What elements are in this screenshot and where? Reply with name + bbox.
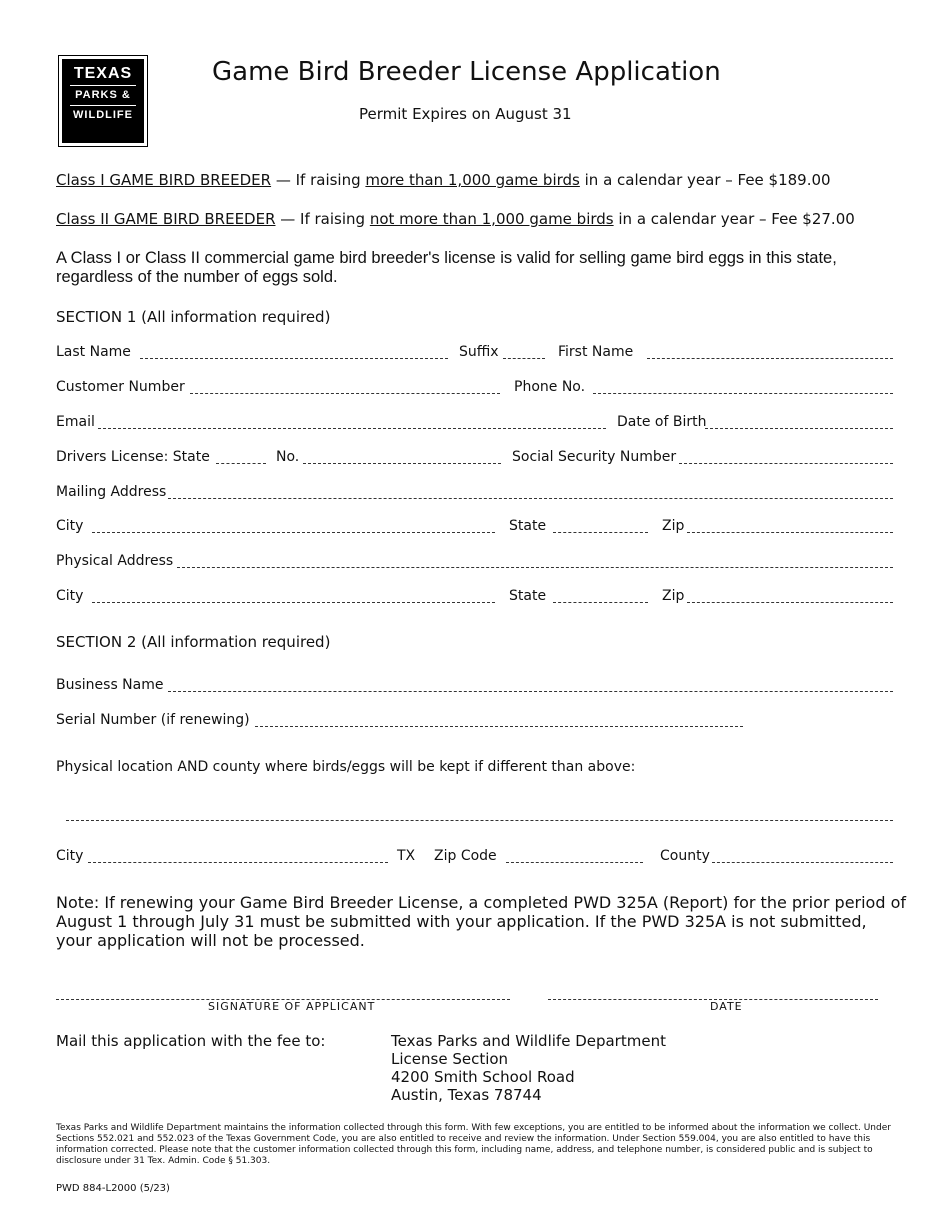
- section-1-heading: SECTION 1 (All information required): [56, 308, 331, 326]
- drivers-license-no-field[interactable]: [303, 451, 501, 464]
- logo-text-texas: TEXAS: [73, 65, 133, 82]
- dob-field[interactable]: [705, 416, 893, 429]
- validity-paragraph: A Class I or Class II commercial game bird breeder's license is valid for selling game bird eggs in this state, regardless of the number of eggs sold.: [56, 249, 837, 286]
- location-zip-field[interactable]: [506, 850, 643, 863]
- logo-text-wildlife: WILDLIFE: [73, 109, 133, 121]
- mail-label: Mail this application with the fee to:: [56, 1032, 326, 1050]
- business-name-field[interactable]: [168, 679, 893, 692]
- serial-number-label: Serial Number (if renewing): [56, 712, 250, 728]
- mailing-address-field[interactable]: [168, 486, 893, 499]
- form-code: PWD 884-L2000 (5/23): [56, 1183, 170, 1194]
- class-1-line: Class I GAME BIRD BREEDER — If raising more than 1,000 game birds in a calendar year – Fee $189.00: [56, 171, 831, 189]
- email-label: Email: [56, 414, 95, 430]
- location-county-field[interactable]: [712, 850, 893, 863]
- physical-city-label: City: [56, 588, 84, 604]
- mailing-zip-label: Zip: [662, 518, 685, 534]
- physical-location-field[interactable]: [66, 808, 893, 821]
- physical-zip-label: Zip: [662, 588, 685, 604]
- suffix-field[interactable]: [503, 346, 545, 359]
- drivers-license-state-label: Drivers License: State: [56, 449, 210, 465]
- customer-number-field[interactable]: [190, 381, 500, 394]
- drivers-license-no-label: No.: [276, 449, 300, 465]
- business-name-label: Business Name: [56, 677, 164, 693]
- address-line: 4200 Smith School Road: [391, 1068, 575, 1086]
- location-tx-label: TX: [397, 848, 416, 864]
- location-county-label: County: [660, 848, 710, 864]
- last-name-label: Last Name: [56, 344, 131, 360]
- date-label: DATE: [710, 1000, 743, 1013]
- location-city-field[interactable]: [88, 850, 388, 863]
- class-name: Class I GAME BIRD BREEDER: [56, 171, 272, 189]
- mailing-city-label: City: [56, 518, 84, 534]
- serial-number-field[interactable]: [255, 714, 743, 727]
- last-name-field[interactable]: [140, 346, 448, 359]
- physical-address-field[interactable]: [177, 555, 893, 568]
- permit-expiry: Permit Expires on August 31: [359, 105, 572, 123]
- drivers-license-state-field[interactable]: [216, 451, 266, 464]
- logo-text-parks: PARKS &: [75, 89, 131, 101]
- dob-label: Date of Birth: [617, 414, 707, 430]
- customer-number-label: Customer Number: [56, 379, 185, 395]
- first-name-field[interactable]: [647, 346, 893, 359]
- mailing-zip-field[interactable]: [687, 520, 893, 533]
- mailing-address-label: Mailing Address: [56, 484, 167, 500]
- physical-zip-field[interactable]: [687, 590, 893, 603]
- class-name: Class II GAME BIRD BREEDER: [56, 210, 276, 228]
- ssn-label: Social Security Number: [512, 449, 677, 465]
- renewal-note: Note: If renewing your Game Bird Breeder License, a completed PWD 325A (Report) for the prior period of August 1 through July 31 must be submitted with your application. If the PWD 325A is not submitted, your application will not be processed.: [56, 893, 907, 950]
- physical-state-label: State: [509, 588, 547, 604]
- suffix-label: Suffix: [459, 344, 499, 360]
- location-city-label: City: [56, 848, 84, 864]
- phone-field[interactable]: [593, 381, 893, 394]
- mail-address: [391, 1032, 666, 1104]
- phone-label: Phone No.: [514, 379, 586, 395]
- location-zip-label: Zip Code: [434, 848, 497, 864]
- mailing-city-field[interactable]: [92, 520, 495, 533]
- address-line: Austin, Texas 78744: [391, 1086, 542, 1104]
- privacy-disclaimer: Texas Parks and Wildlife Department maintains the information collected through this form. With few exceptions, you are entitled to be informed about the information we collect. Under Sections 552.021 and 552.023 of the Texas Government Code, you are also entitled to receive and review the information. Under Section 559.004, you are also entitled to have this information corrected. Please note that the customer information collected through this form, including name, address, and telephone number, is considered public and is subject to disclosure under 31 Tex. Admin. Code § 51.303.: [56, 1123, 891, 1166]
- physical-location-label: Physical location AND county where birds/eggs will be kept if different than above:: [56, 759, 636, 775]
- address-line: Texas Parks and Wildlife Department: [391, 1032, 666, 1050]
- email-field[interactable]: [98, 416, 606, 429]
- signature-label: SIGNATURE OF APPLICANT: [208, 1000, 376, 1013]
- first-name-label: First Name: [558, 344, 634, 360]
- tpwd-logo: [58, 55, 148, 147]
- ssn-field[interactable]: [679, 451, 893, 464]
- address-line: License Section: [391, 1050, 509, 1068]
- physical-address-label: Physical Address: [56, 553, 174, 569]
- section-2-heading: SECTION 2 (All information required): [56, 633, 331, 651]
- physical-state-field[interactable]: [553, 590, 648, 603]
- mailing-state-label: State: [509, 518, 547, 534]
- mailing-state-field[interactable]: [553, 520, 648, 533]
- class-2-line: Class II GAME BIRD BREEDER — If raising not more than 1,000 game birds in a calendar year – Fee $27.00: [56, 210, 855, 228]
- physical-city-field[interactable]: [92, 590, 495, 603]
- page-title: Game Bird Breeder License Application: [212, 57, 721, 87]
